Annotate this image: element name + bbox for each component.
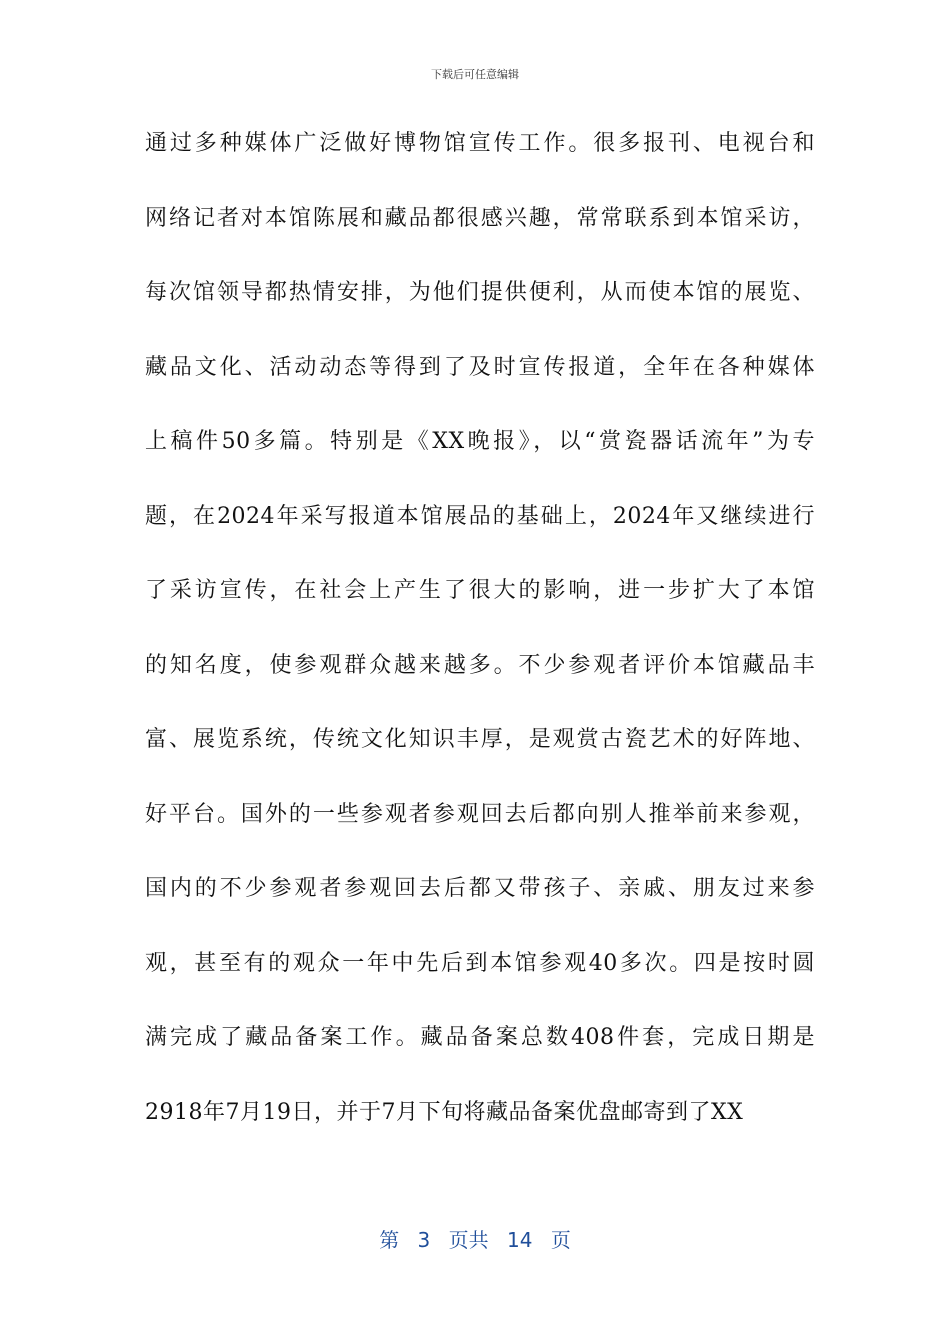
body-line: 网络记者对本馆陈展和藏品都很感兴趣，常常联系到本馆采访， [145, 205, 815, 231]
page-number-footer [0, 1224, 950, 1253]
body-line: 通过多种媒体广泛做好博物馆宣传工作。很多报刊、电视台和 [145, 131, 815, 156]
body-line: 满完成了藏品备案工作。藏品备案总数408件套，完成日期是 [145, 1025, 815, 1050]
footer-middle: 页共 [448, 1228, 489, 1252]
current-page-number: 3 [417, 1228, 431, 1252]
body-line: 每次馆领导都热情安排，为他们提供便利，从而使本馆的展览、 [145, 280, 815, 305]
body-line: 2918年7月19日，并于7月下旬将藏品备案优盘邮寄到了XX [145, 1099, 744, 1125]
body-line: 了采访宣传，在社会上产生了很大的影响，进一步扩大了本馆 [145, 578, 815, 603]
body-line: 题，在2024年采写报道本馆展品的基础上，2024年又继续进行 [145, 503, 815, 529]
body-line: 国内的不少参观者参观回去后都又带孩子、亲戚、朋友过来参 [145, 876, 815, 901]
body-line: 富、展览系统，传统文化知识丰厚，是观赏古瓷艺术的好阵地、 [145, 727, 815, 752]
document-body [145, 124, 815, 1167]
header-note: 下载后可任意编辑 [431, 68, 519, 81]
total-pages-number: 14 [507, 1228, 533, 1252]
body-line: 藏品文化、活动动态等得到了及时宣传报道，全年在各种媒体 [145, 354, 815, 380]
body-line: 的知名度，使参观群众越来越多。不少参观者评价本馆藏品丰 [145, 652, 815, 678]
footer-prefix: 第 [379, 1228, 400, 1252]
footer-suffix: 页 [550, 1228, 571, 1252]
body-line: 观，甚至有的观众一年中先后到本馆参观40多次。四是按时圆 [145, 950, 815, 976]
body-line: 上稿件50多篇。特别是《XX晚报》，以“赏瓷器话流年”为专 [145, 429, 815, 454]
body-line: 好平台。国外的一些参观者参观回去后都向别人推举前来参观， [145, 801, 815, 827]
